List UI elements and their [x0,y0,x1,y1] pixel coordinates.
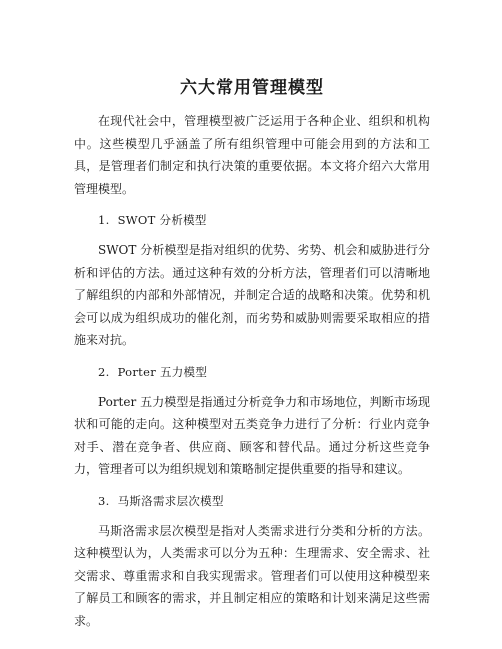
section-body-1: SWOT 分析模型是指对组织的优势、劣势、机会和威胁进行分析和评估的方法。通过这种有效的分析方法，管理者们可以清晰地了解组织的内部和外部情况，并制定合适的战略和决策。优势和机会可以成为组织成功的催化剂，而劣势和威胁则需要采取相应的措施来对抗。 [74,243,430,347]
section-number: 3. [98,493,110,508]
section-title: 马斯洛需求层次模型 [117,493,224,508]
section-title: SWOT 分析模型 [117,213,207,227]
intro-paragraph: 在现代社会中，管理模型被广泛运用于各种企业、组织和机构中。这些模型几乎涵盖了所有组织管理中可能会用到的方法和工具，是管理者们制定和执行决策的重要依据。本文将介绍六大常用管理模型。 [74,114,430,196]
section-heading-1 [74,212,430,228]
section-title: Porter 五力模型 [117,364,208,379]
section-body-2: Porter 五力模型是指通过分析竞争力和市场地位，判断市场现状和可能的走向。这种模型对五类竞争力进行了分析：行业内竞争对手、潜在竞争者、供应商、顾客和替代品。通过分析这些竞争力，管理者可以为组织规划和策略制定提供重要的指导和建议。 [74,394,430,476]
document-title: 六大常用管理模型 [180,78,324,98]
section-heading-3 [74,493,430,509]
section-heading-2 [74,364,430,380]
section-number: 2. [98,364,110,379]
section-body-3: 马斯洛需求层次模型是指对人类需求进行分类和分析的方法。这种模型认为，人类需求可以分为五种：生理需求、安全需求、社交需求、尊重需求和自我实现需求。管理者们可以使用这种模型来了解员工和顾客的需求，并且制定相应的策略和计划来满足这些需求。 [74,523,430,628]
section-number: 1. [98,213,110,227]
